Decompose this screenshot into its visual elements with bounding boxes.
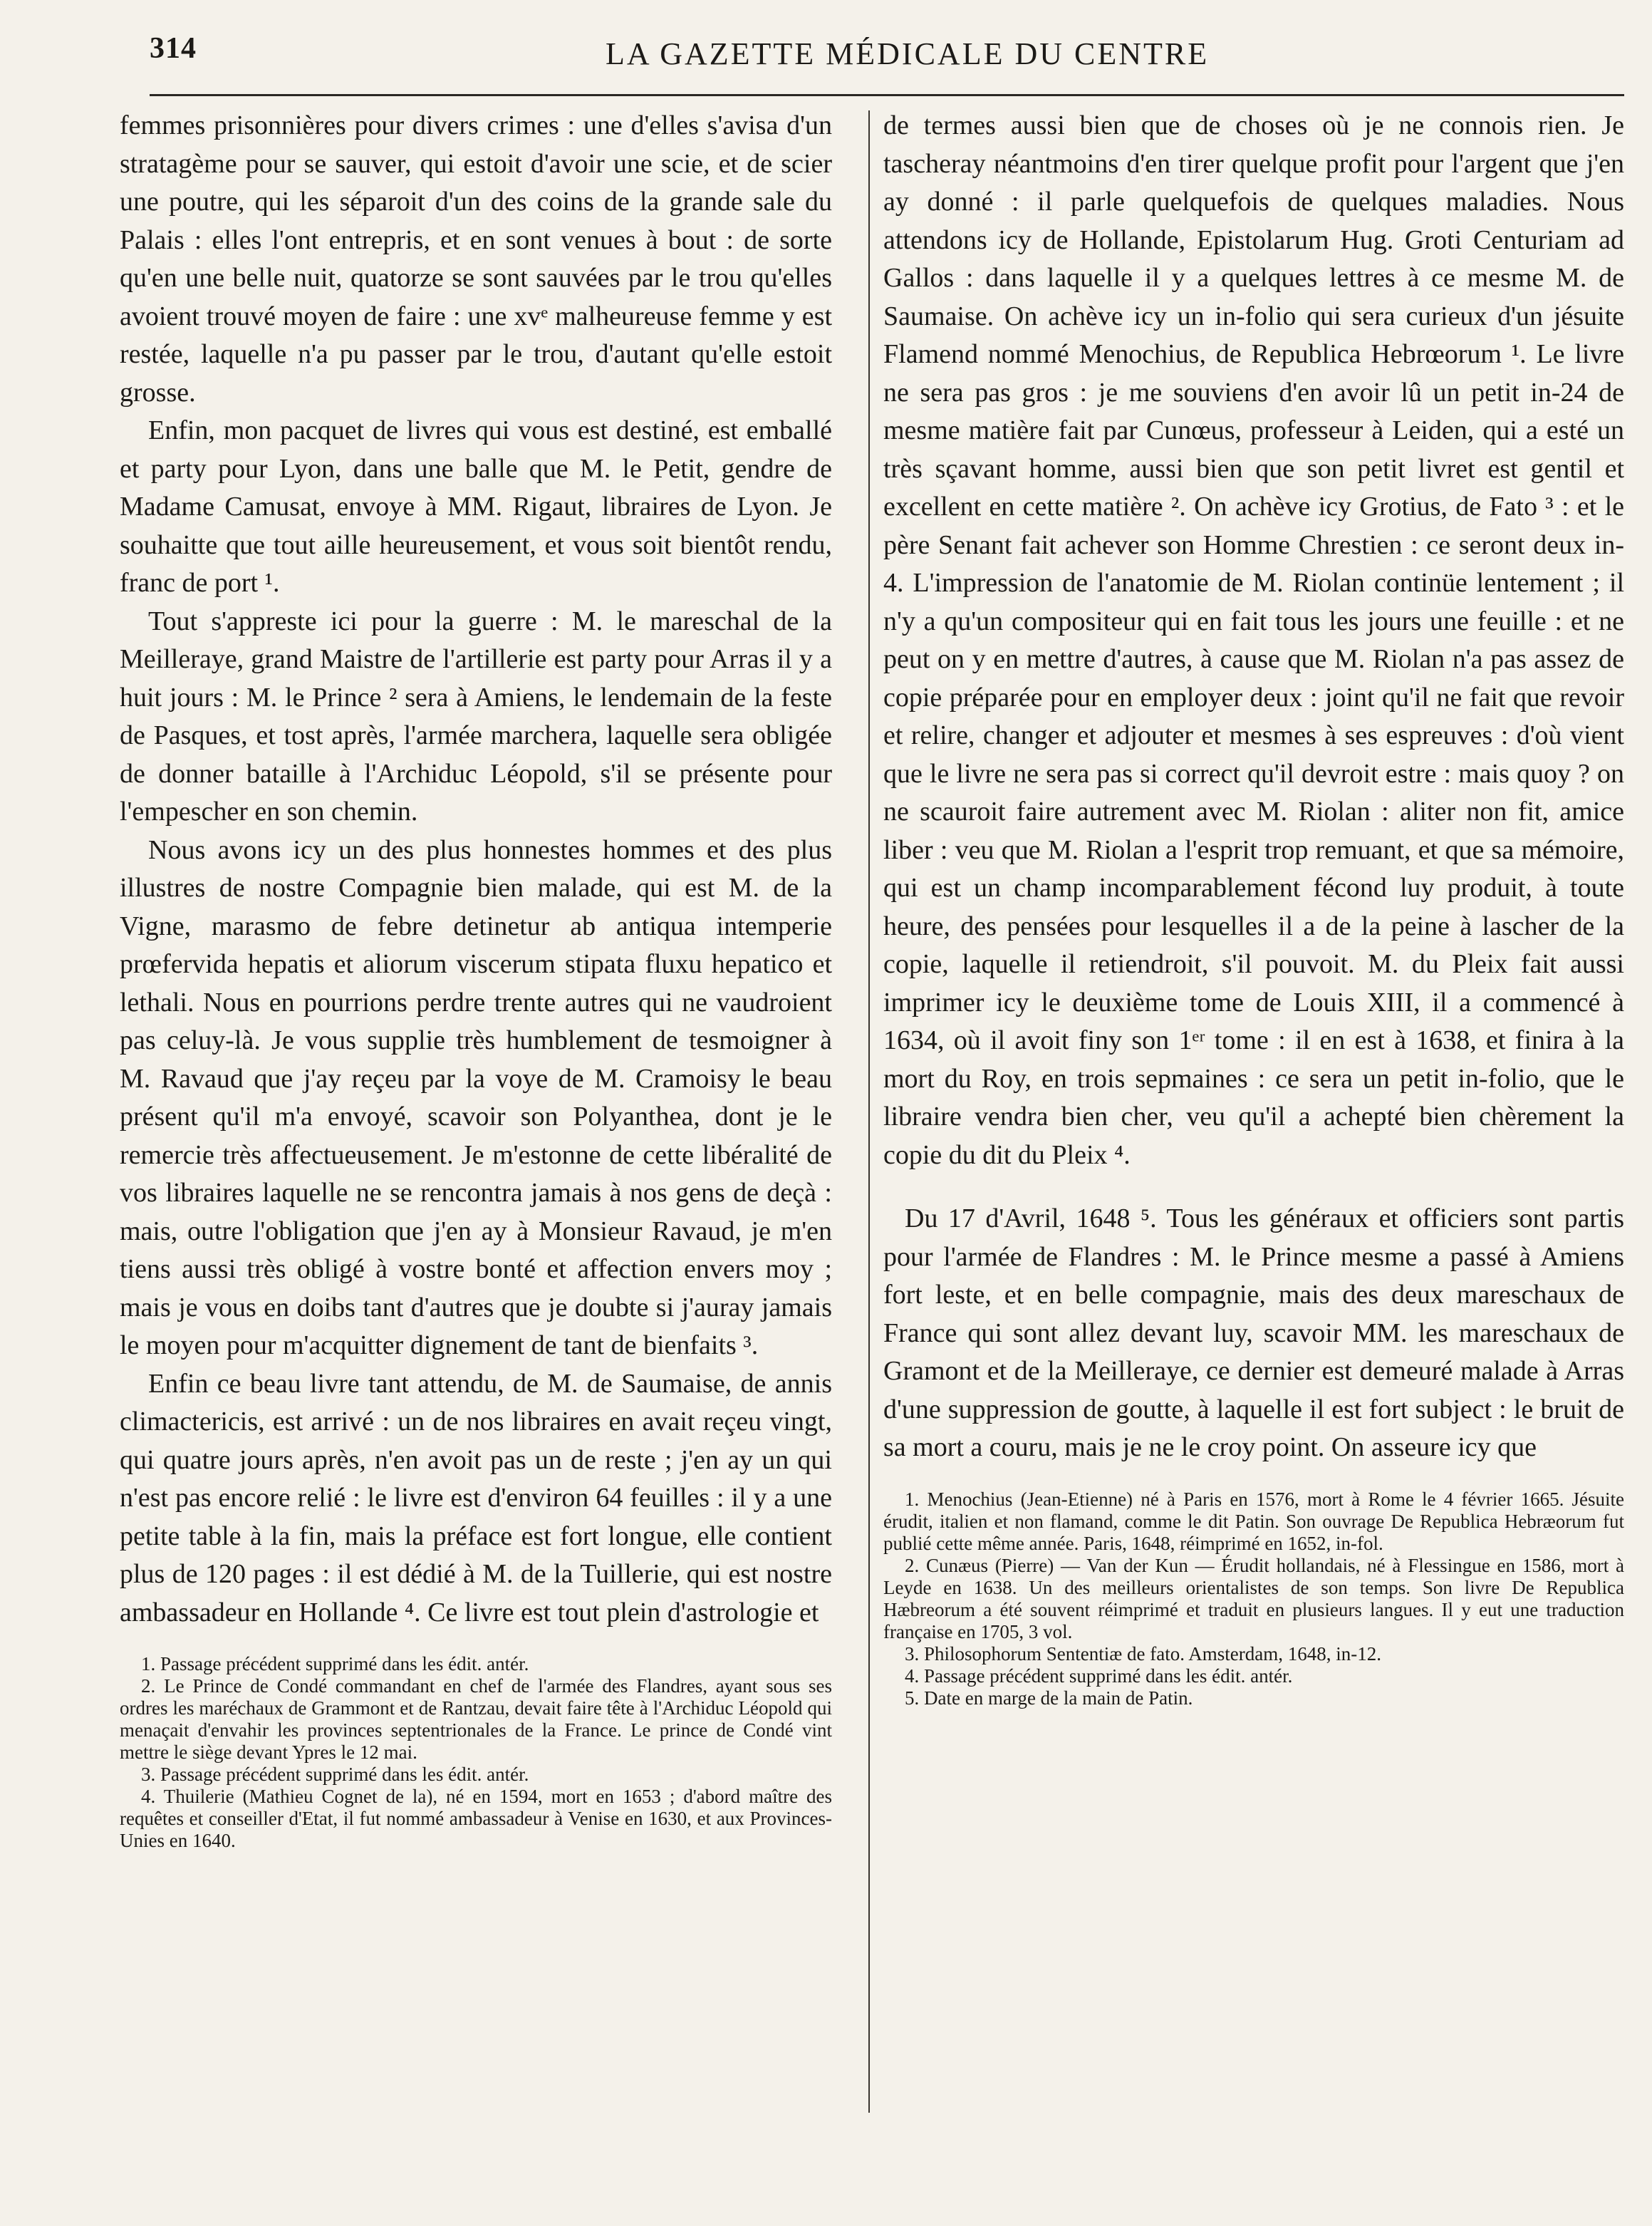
- left-column: [120, 107, 832, 1852]
- dated-paragraph: Du 17 d'Avril, 1648 ⁵. Tous les généraux et officiers sont partis pour l'armée de Flandres : M. le Prince mesme a passé à Amiens fort leste, et en belle compagnie, mais des deux mareschaux de France qui sont allez devant luy, scavoir MM. les mareschaux de Gramont et de la Meilleraye, ce dernier est demeuré malade à Arras d'une suppression de goutte, à laquelle il est fort subject : le bruit de sa mort a couru, mais je ne le croy point. On asseure icy que: [883, 1203, 1624, 1462]
- paragraph: Enfin, mon pacquet de livres qui vous est destiné, est emballé et party pour Lyon, dans une balle que M. le Petit, gendre de Madame Camusat, envoye à MM. Rigaut, libraires de Lyon. Je souhaitte que tout aille heureusement, et vous soit bientôt rendu, franc de port ¹.: [120, 415, 832, 598]
- footnote: 3. Passage précédent supprimé dans les édit. antér.: [141, 1764, 529, 1785]
- page-header: [150, 29, 1624, 78]
- footnote: 1. Passage précédent supprimé dans les édit. antér.: [141, 1653, 529, 1674]
- footnote: 4. Thuilerie (Mathieu Cognet de la), né en 1594, mort en 1653 ; d'abord maître des requêtes et conseiller d'Etat, il fut nommé ambassadeur à Venise en 1630, et aux Provinces-Unies en 1640.: [120, 1786, 832, 1851]
- footnote: 2. Cunæus (Pierre) — Van der Kun — Érudit hollandais, né à Flessingue en 1586, mort à Leyde en 1638. Un des meilleurs orientalistes de son temps. Son livre De Republica Hæbreorum a été souvent réimprimé et traduit en plusieurs langues. Il y eut une traduction française en 1705, 3 vol.: [883, 1554, 1624, 1642]
- footnote: 4. Passage précédent supprimé dans les édit. antér.: [905, 1665, 1293, 1687]
- paragraph: Tout s'appreste ici pour la guerre : M. le mareschal de la Meilleraye, grand Maistre de l'artillerie est party pour Arras il y a huit jours : M. le Prince ² sera à Amiens, le lendemain de la feste de Pasques, et tost après, l'armée marchera, laquelle sera obligée de donner bataille à l'Archiduc Léopold, s'il se présente pour l'empescher en son chemin.: [120, 606, 832, 827]
- footnote: 1. Menochius (Jean-Etienne) né à Paris en 1576, mort à Rome le 4 février 1665. Jésuite érudit, italien et non flamand, comme le dit Patin. Son ouvrage De Republica Hebræorum fut publié cette même année. Paris, 1648, réimprimé en 1652, in-fol.: [883, 1488, 1624, 1554]
- paragraph: Nous avons icy un des plus honnestes hommes et des plus illustres de nostre Compagnie bien malade, qui est M. de la Vigne, marasmo de febre detinetur ab antiqua intemperie prœfervida hepatis et aliorum viscerum stipata fluxu hepatico et lethali. Nous en pourrions perdre trente autres qui ne vaudroient pas celuy-là. Je vous supplie très humblement de tesmoigner à M. Ravaud que j'ay reçeu par la voye de M. Cramoisy le beau présent qu'il m'a envoyé, scavoir son Polyanthea, dont je le remercie très affectueusement. Je m'estonne de cette libéralité de vos libraires laquelle ne se rencontra jamais à nos gens de deçà : mais, outre l'obligation que j'en ay à Monsieur Ravaud, je m'en tiens aussi très obligé à vostre bonté et affection envers moy ; mais je vous en doibs tant d'autres que je doubte si j'auray jamais le moyen pour m'acquitter dignement de tant de bienfaits ³.: [120, 834, 832, 1360]
- column-divider: [868, 110, 870, 2113]
- header-rule: [150, 94, 1624, 96]
- paragraph: Enfin ce beau livre tant attendu, de M. de Saumaise, de annis climactericis, est arrivé : un de nos libraires en avait reçeu vingt, qui quatre jours après, n'en avoit pas un de reste ; j'en ay un qui n'est pas encore relié : le livre est d'environ 64 feuilles : il y a une petite table à la fin, mais la préface est fort longue, elle contient plus de 120 pages : il est dédié à M. de la Tuillerie, qui est nostre ambassadeur en Hollande ⁴. Ce livre est tout plein d'astrologie et: [120, 1368, 832, 1627]
- footnote: 2. Le Prince de Condé commandant en chef de l'armée des Flandres, ayant sous ses ordres les maréchaux de Grammont et de Rantzau, devait faire tête à l'Archiduc Léopold qui menaçait d'envahir les provinces septentrionales de la France. Le prince de Condé vint mettre le siège devant Ypres le 12 mai.: [120, 1675, 832, 1763]
- footnotes: [883, 1489, 1624, 1709]
- footnote: 3. Philosophorum Sententiæ de fato. Amsterdam, 1648, in-12.: [905, 1642, 1381, 1665]
- page-number: 314: [150, 32, 197, 65]
- right-column: [883, 107, 1624, 1709]
- paragraph: femmes prisonnières pour divers crimes : une d'elles s'avisa d'un stratagème pour se sauver, qui estoit d'avoir une scie, et de scier une poutre, qui les séparoit d'un des coins de la grande sale du Palais : elles l'ont entrepris, et en sont venues à bout : de sorte qu'en une belle nuit, quatorze se sont sauvées par le trou qu'elles avoient trouvé moyen de faire : une xvᵉ malheureuse femme y est restée, laquelle n'a pu passer par le trou, d'autant qu'elle estoit grosse.: [120, 110, 832, 408]
- footnotes: [120, 1653, 832, 1852]
- paragraph: de termes aussi bien que de choses où je ne connois rien. Je tascheray néantmoins d'en tirer quelque profit pour l'argent que j'en ay donné : il parle quelquefois de quelques maladies. Nous attendons icy de Hollande, Epistolarum Hug. Groti Centuriam ad Gallos : dans laquelle il y a quelques lettres à ce mesme M. de Saumaise. On achève icy un in-folio qui sera curieux d'un jésuite Flamend nommé Menochius, de Republica Hebrœorum ¹. Le livre ne sera pas gros : je me souviens d'en avoir lû un petit in-24 de mesme matière fait par Cunœus, professeur à Leiden, qui a esté un très sçavant homme, aussi bien que son petit livret est gentil et excellent en cette matière ². On achève icy Grotius, de Fato ³ : et le père Senant fait achever son Homme Chrestien : ce seront deux in-4. L'impression de l'anatomie de M. Riolan continüe lentement ; il n'y a qu'un compositeur qui en fait tous les jours une feuille : et ne peut on y en mettre d'autres, à cause que M. Riolan n'a pas assez de copie préparée pour en employer deux : joint qu'il ne fait que revoir et relire, changer et adjouter et mesmes à ses espreuves : d'où vient que le livre ne sera pas si correct qu'il devroit estre : mais quoy ? on ne scauroit faire autrement avec M. Riolan : aliter non fit, amice liber : veu que M. Riolan a l'esprit trop remuant, et que sa mémoire, qui est un champ incomparablement fécond luy produit, à toute heure, des pensées pour lesquelles il a de la peine à lascher de la copie, laquelle il retiendroit, s'il pouvoit. M. du Pleix fait aussi imprimer icy le deuxième tome de Louis XIII, il a commencé à 1634, où il avoit finy son 1ᵉʳ tome : il en est à 1638, et finira à la mort du Roy, en trois sepmaines : ce sera un petit in-folio, que le libraire vendra bien cher, veu qu'il a acheрté bien chèrement la copie du dit du Pleix ⁴.: [883, 110, 1624, 1170]
- journal-title: LA GAZETTE MÉDICALE DU CENTRE: [606, 36, 1210, 71]
- footnote: 5. Date en marge de la main de Patin.: [905, 1687, 1193, 1709]
